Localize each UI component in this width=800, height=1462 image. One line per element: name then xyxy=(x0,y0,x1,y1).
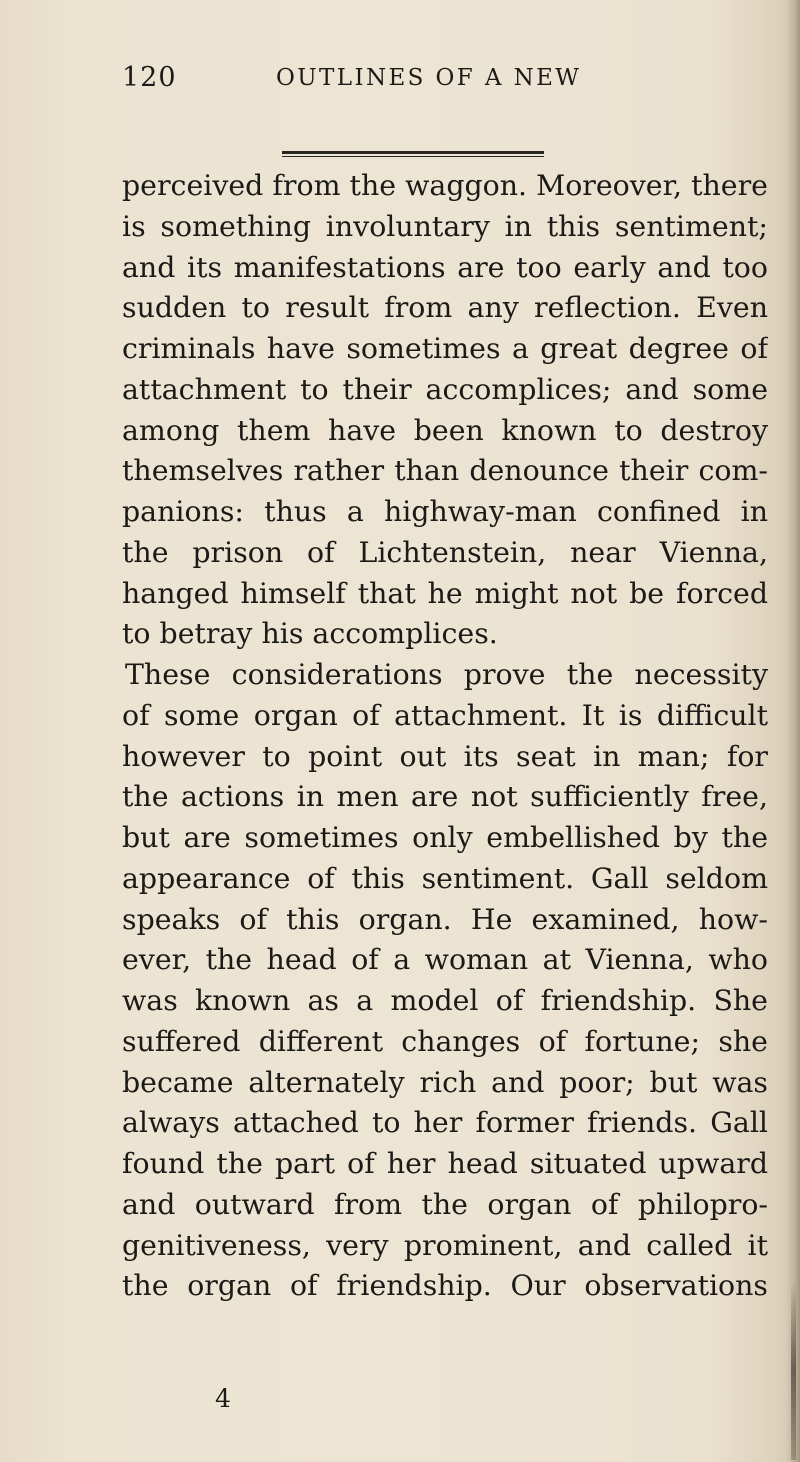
text-line-paragraph-end: to betray his accomplices. xyxy=(122,617,498,651)
text-line: appearance of this sentiment. Gall seldom xyxy=(122,861,768,895)
text-line: the organ of friendship. Our observations xyxy=(122,1269,768,1303)
text-line-paragraph-start: These considerations prove the necessity xyxy=(125,658,768,691)
page-number: 120 xyxy=(122,62,177,93)
text-line: panions: thus a highway-man confined in xyxy=(122,495,768,528)
text-line: among them have been known to destroy xyxy=(122,413,768,447)
text-line: the actions in men are not sufficiently free, xyxy=(122,780,768,814)
text-line: of some organ of attachment. It is difficult xyxy=(122,698,768,732)
text-line: is something involuntary in this sentiment; xyxy=(122,209,768,243)
text-line: always attached to her former friends. Gall xyxy=(122,1106,768,1140)
text-line: found the part of her head situated upward xyxy=(122,1147,768,1180)
running-head: OUTLINES OF A NEW xyxy=(276,65,582,91)
text-line: themselves rather than denounce their com- xyxy=(122,454,768,488)
header-rule xyxy=(282,151,544,157)
text-line: genitiveness, very prominent, and called it xyxy=(122,1228,768,1262)
signature-mark: 4 xyxy=(215,1384,231,1413)
text-line: but are sometimes only embellished by the xyxy=(122,821,768,854)
text-line: became alternately rich and poor; but was xyxy=(122,1065,768,1099)
text-line: hanged himself that he might not be forced xyxy=(122,576,768,610)
text-line: suffered different changes of fortune; she xyxy=(122,1024,768,1058)
text-line: the prison of Lichtenstein, near Vienna, xyxy=(122,535,768,569)
page-header xyxy=(0,62,800,102)
text-line: attachment to their accomplices; and some xyxy=(122,372,768,406)
text-line: ever, the head of a woman at Vienna, who xyxy=(122,943,768,977)
text-line: however to point out its seat in man; for xyxy=(122,739,768,773)
text-line: was known as a model of friendship. She xyxy=(122,984,768,1017)
text-line: and its manifestations are too early and too xyxy=(122,250,768,284)
text-line: perceived from the waggon. Moreover, there xyxy=(122,169,768,202)
text-line: speaks of this organ. He examined, how- xyxy=(122,902,768,936)
text-line: criminals have sometimes a great degree of xyxy=(122,332,768,365)
text-line: sudden to result from any reflection. Even xyxy=(122,291,768,325)
text-line: and outward from the organ of philopro- xyxy=(122,1187,768,1221)
binding-edge-mark xyxy=(791,1280,796,1460)
body-text xyxy=(122,166,768,1307)
page-edge-shadow xyxy=(786,0,800,1462)
